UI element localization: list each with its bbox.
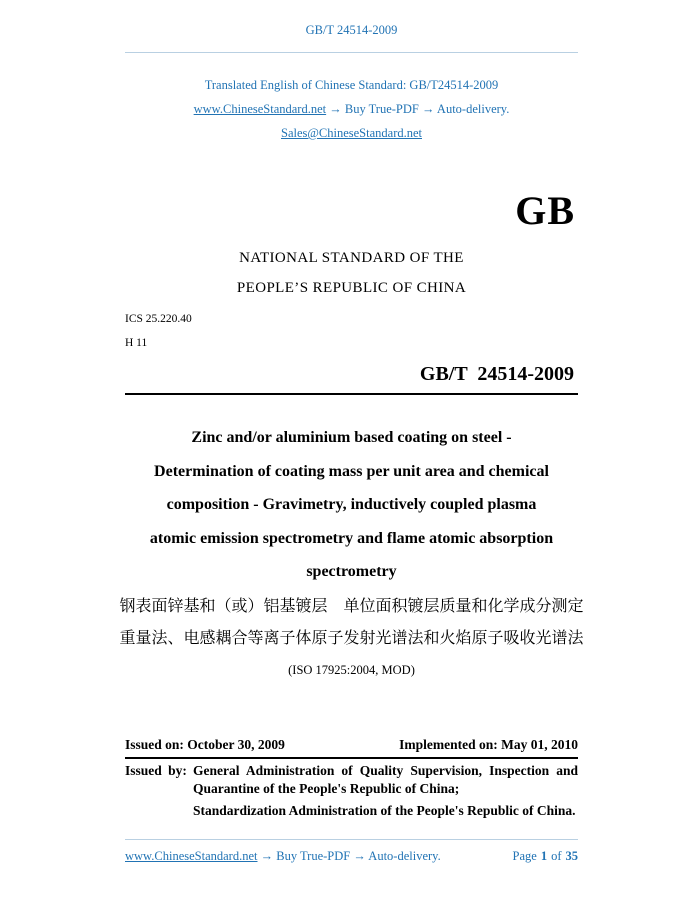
chinese-title-line1: 钢表面锌基和（或）铝基镀层 单位面积镀层质量和化学成分测定: [119, 597, 584, 615]
title-line: spectrometry: [306, 563, 397, 580]
standard-title-chinese: [107, 591, 596, 655]
classification-block: [125, 307, 578, 355]
page-number-indicator: [509, 848, 578, 865]
page-total: 35: [565, 849, 578, 863]
national-standard-heading: [125, 243, 578, 303]
of-label: of: [551, 849, 562, 863]
buy-pdf-text: → Buy True-PDF → Auto-delivery.: [329, 102, 510, 116]
gb-logo: GB: [515, 188, 575, 233]
title-line: composition - Gravimetry, inductively coupled plasma: [166, 496, 537, 513]
issuer-line1: General Administration of Quality Supervision, Inspection and: [193, 762, 578, 778]
title-line: Determination of coating mass per unit area and chemical: [154, 462, 549, 480]
issued-by-block: [125, 762, 578, 821]
implemented-on-date: Implemented on: May 01, 2010: [399, 736, 578, 752]
page-footer: [125, 848, 578, 865]
footer-divider-line: [125, 839, 578, 840]
title-line: Zinc and/or aluminium based coating on steel -: [191, 429, 512, 446]
title-line: atomic emission spectrometry and flame atomic absorption: [149, 529, 554, 547]
national-standard-line2: PEOPLE’S REPUBLIC OF CHINA: [236, 280, 467, 296]
sales-email-link[interactable]: Sales@ChineseStandard.net: [281, 126, 422, 140]
header-divider-line: [125, 52, 578, 53]
footer-buy-line: [125, 848, 441, 865]
footer-website-link[interactable]: www.ChineseStandard.net: [125, 849, 258, 863]
issue-dates-row: [125, 736, 578, 754]
issued-on-date: Issued on: October 30, 2009: [125, 736, 285, 752]
footer-buy-pdf-text: → Buy True-PDF → Auto-delivery.: [260, 849, 441, 863]
website-link[interactable]: www.ChineseStandard.net: [193, 102, 327, 116]
standard-number: GB/T 24514-2009: [419, 363, 574, 385]
class-code: H 11: [125, 337, 148, 349]
iso-reference: (ISO 17925:2004, MOD): [288, 662, 415, 677]
buy-pdf-line: [125, 97, 578, 121]
promo-block: [125, 73, 578, 145]
running-header-doc-number: GB/T 24514-2009: [305, 23, 398, 37]
sales-email-line: [125, 121, 578, 145]
issuer-line2: Quarantine of the People's Republic of China;: [193, 781, 460, 796]
issuer-line3: Standardization Administration of the People's Republic of China.: [193, 802, 576, 818]
page-label: Page: [512, 849, 537, 863]
issue-divider-line: [125, 757, 578, 759]
chinese-title-line2: 重量法、电感耦合等离子体原子发射光谱法和火焰原子吸收光谱法: [119, 629, 584, 647]
standard-number-divider-line: [125, 393, 578, 395]
page-current: 1: [540, 849, 548, 863]
national-standard-line1: NATIONAL STANDARD OF THE: [239, 250, 464, 266]
translated-standard-line: Translated English of Chinese Standard: GB/T24514-2009: [204, 78, 499, 92]
issued-by-label: Issued by:: [125, 762, 187, 778]
issuer-names: [193, 762, 578, 821]
standard-title-english: [109, 421, 594, 589]
ics-code: ICS 25.220.40: [125, 313, 192, 325]
